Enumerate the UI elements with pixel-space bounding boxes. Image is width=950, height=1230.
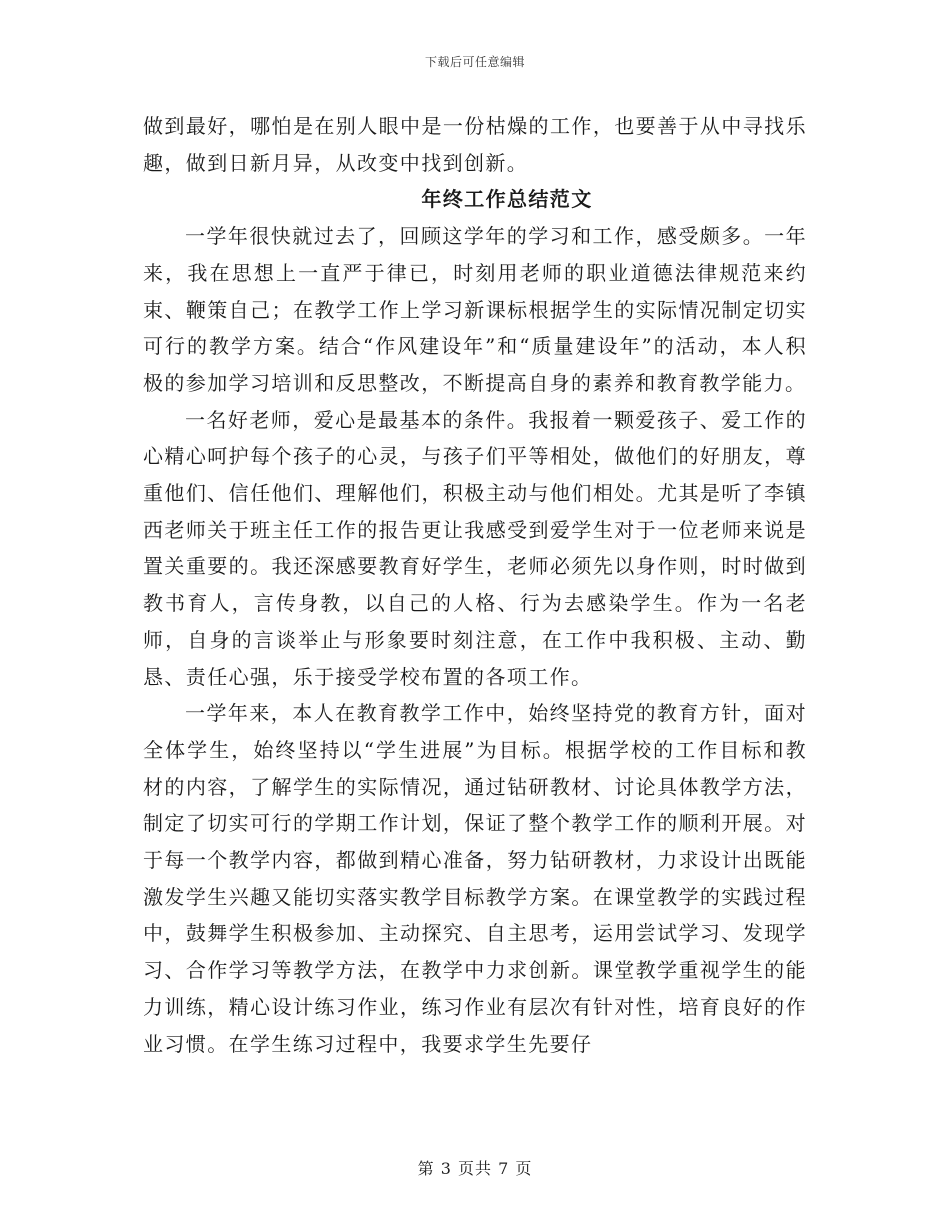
- paragraph-1: 一学年很快就过去了，回顾这学年的学习和工作，感受颇多。一年来，我在思想上一直严于律已，时刻用老师的职业道德法律规范来约束、鞭策自己；在教学工作上学习新课标根据学生的实际情况制定切实可行的教学方案。结合“作风建设年”和“质量建设年”的活动，本人积极的参加学习培训和反思整改，不断提高自身的素养和教育教学能力。: [143, 224, 807, 395]
- page-header: 下载后可任意编辑: [424, 55, 525, 69]
- paragraph-2: 一名好老师，爱心是最基本的条件。我报着一颗爱孩子、爱工作的心精心呵护每个孩子的心灵，与孩子们平等相处，做他们的好朋友，尊重他们、信任他们、理解他们，积极主动与他们相处。尤其是听了李镇西老师关于班主任工作的报告更让我感受到爱学生对于一位老师来说是置关重要的。我还深感要教育好学生，老师必须先以身作则，时时做到教书育人，言传身教，以自己的人格、行为去感染学生。作为一名老师，自身的言谈举止与形象要时刻注意，在工作中我积极、主动、勤恳、责任心强，乐于接受学校布置的各项工作。: [143, 407, 807, 689]
- continuation-paragraph: 做到最好，哪怕是在别人眼中是一份枯燥的工作，也要善于从中寻找乐趣，做到日新月异，从改变中找到创新。: [143, 114, 807, 175]
- page-footer: 第 3 页共 7 页: [417, 1159, 533, 1178]
- document-body: [143, 108, 807, 1062]
- paragraph-3: 一学年来，本人在教育教学工作中，始终坚持党的教育方针，面对全体学生，始终坚持以“学生进展”为目标。根据学校的工作目标和教材的内容，了解学生的实际情况，通过钻研教材、讨论具体教学方法，制定了切实可行的学期工作计划，保证了整个教学工作的顺利开展。对于每一个教学内容，都做到精心准备，努力钻研教材，力求设计出既能激发学生兴趣又能切实落实教学目标教学方案。在课堂教学的实践过程中，鼓舞学生积极参加、主动探究、自主思考，运用尝试学习、发现学习、合作学习等教学方法，在教学中力求创新。课堂教学重视学生的能力训练，精心设计练习作业，练习作业有层次有针对性，培育良好的作业习惯。在学生练习过程中，我要求学生先要仔: [143, 701, 807, 1056]
- document-title: 年终工作总结范文: [421, 187, 593, 212]
